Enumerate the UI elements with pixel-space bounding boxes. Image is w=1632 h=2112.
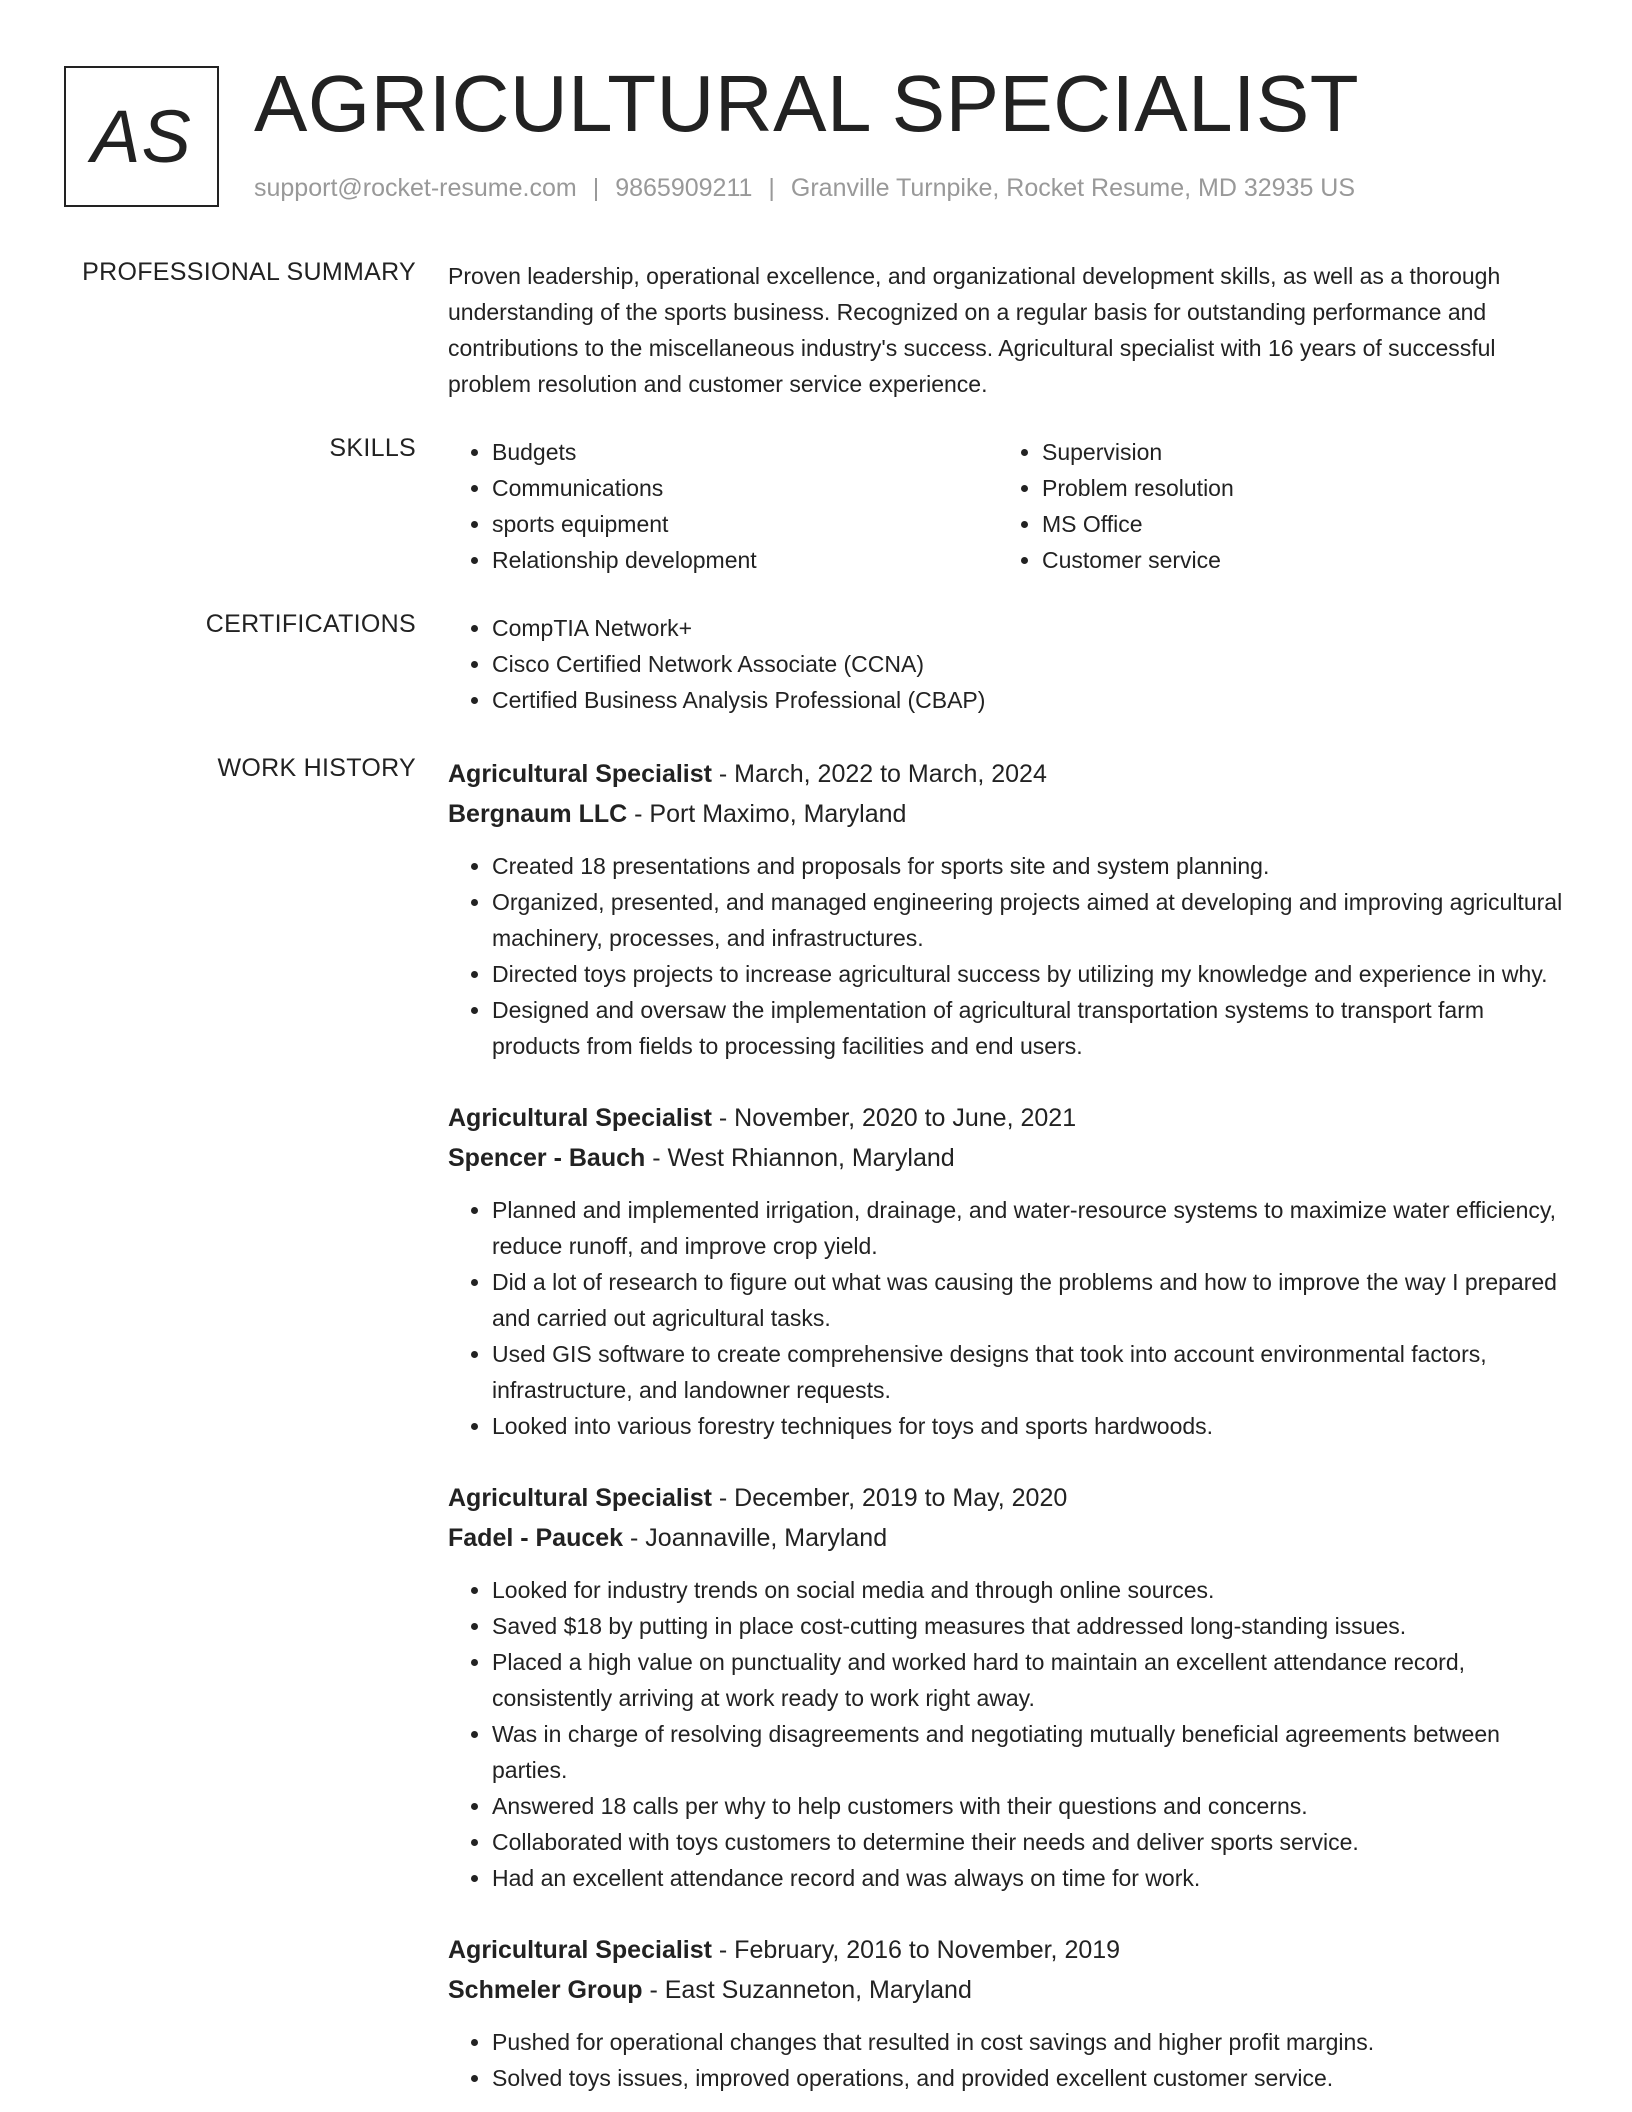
job-location: - Port Maximo, Maryland: [627, 800, 907, 828]
job-bullet: • Was in charge of resolving disagreements and negotiating mutually beneficial agreements between parties.: [492, 1716, 1564, 1788]
resume-title: AGRICULTURAL SPECIALIST: [254, 59, 1360, 148]
job-company: Fadel - Paucek: [448, 1524, 624, 1552]
job-title: Agricultural Specialist: [448, 1936, 712, 1964]
skill-item: • Supervision: [1042, 434, 1548, 470]
contact-line: [254, 174, 1355, 203]
skills-heading: SKILLS: [329, 434, 416, 462]
job-dates: - March, 2022 to March, 2024: [711, 760, 1047, 788]
job-bullet: • Answered 18 calls per why to help customers with their questions and concerns.: [492, 1788, 1564, 1824]
job-entry: [448, 1098, 1564, 1444]
work-history-body: [448, 754, 1564, 2112]
job-bullet: • Created 18 presentations and proposals for sports site and system planning.: [492, 848, 1564, 884]
job-dates: - December, 2019 to May, 2020: [711, 1484, 1068, 1512]
job-dates: - February, 2016 to November, 2019: [711, 1936, 1121, 1964]
job-title-line: [448, 1930, 1564, 1970]
summary-body: [448, 258, 1564, 402]
skill-item: • Relationship development: [492, 542, 998, 578]
job-bullet: • Did a lot of research to figure out what was causing the problems and how to improve the way I prepared and carried out agricultural tasks.: [492, 1264, 1564, 1336]
job-location: - East Suzanneton, Maryland: [642, 1976, 972, 2004]
job-entry: [448, 1478, 1564, 1896]
job-bullet: • Organized, presented, and managed engineering projects aimed at developing and improving agricultural machinery, processes, and infrastructures.: [492, 884, 1564, 956]
job-bullets: [448, 1572, 1564, 1896]
job-title: Agricultural Specialist: [448, 1484, 712, 1512]
job-bullet: • Had an excellent attendance record and was always on time for work.: [492, 1860, 1564, 1896]
skills-list-left: [448, 434, 998, 578]
job-title-line: [448, 754, 1564, 794]
summary-heading: PROFESSIONAL SUMMARY: [82, 258, 416, 286]
skills-column-left: [448, 434, 998, 578]
job-entry: [448, 754, 1564, 1064]
certification-item: • CompTIA Network+: [492, 610, 1564, 646]
job-company-line: [448, 1518, 1564, 1558]
job-bullet: • Solved toys issues, improved operations, and provided excellent customer service.: [492, 2060, 1564, 2096]
skills-list-right: [998, 434, 1548, 578]
certification-item: • Certified Business Analysis Professional (CBAP): [492, 682, 1564, 718]
contact-phone[interactable]: 9865909211: [615, 174, 753, 202]
job-bullet: • Designed and oversaw the implementation of agricultural transportation systems to transport farm products from fields to processing facilities and end users.: [492, 992, 1564, 1064]
job-entry: [448, 1930, 1564, 2096]
certifications-body: [448, 610, 1564, 718]
work-history-heading: WORK HISTORY: [217, 754, 416, 782]
contact-address: Granville Turnpike, Rocket Resume, MD 32935 US: [790, 174, 1356, 202]
skill-item: • MS Office: [1042, 506, 1548, 542]
job-bullet: • Looked for industry trends on social media and through online sources.: [492, 1572, 1564, 1608]
skill-item: • Problem resolution: [1042, 470, 1548, 506]
job-bullets: [448, 1192, 1564, 1444]
job-bullet: • Directed toys projects to increase agricultural success by utilizing my knowledge and experience in why.: [492, 956, 1564, 992]
job-title: Agricultural Specialist: [448, 1104, 712, 1132]
job-company: Spencer - Bauch: [448, 1144, 646, 1172]
certification-item: • Cisco Certified Network Associate (CCNA): [492, 646, 1564, 682]
contact-email[interactable]: support@rocket-resume.com: [254, 174, 577, 202]
job-company: Bergnaum LLC: [448, 800, 628, 828]
job-location: - Joannaville, Maryland: [623, 1524, 888, 1552]
job-bullet: • Pushed for operational changes that resulted in cost savings and higher profit margins.: [492, 2024, 1564, 2060]
job-company-line: [448, 1138, 1564, 1178]
summary-text: Proven leadership, operational excellence, and organizational development skills, as well as a thorough understanding of the sports business. Recognized on a regular basis for outstanding performance and contributions to the miscellaneous industry's success. Agricultural specialist with 16 years of successful problem resolution and customer service experience.: [448, 263, 1501, 397]
monogram-badge: [64, 66, 219, 207]
skill-item: • Communications: [492, 470, 998, 506]
job-title-line: [448, 1098, 1564, 1138]
job-bullet: • Collaborated with toys customers to determine their needs and deliver sports service.: [492, 1824, 1564, 1860]
skill-item: • sports equipment: [492, 506, 998, 542]
job-bullets: [448, 848, 1564, 1064]
job-location: - West Rhiannon, Maryland: [645, 1144, 955, 1172]
certifications-heading: CERTIFICATIONS: [205, 610, 416, 638]
job-bullet: • Planned and implemented irrigation, drainage, and water-resource systems to maximize water efficiency, reduce runoff, and improve crop yield.: [492, 1192, 1564, 1264]
skills-column-right: [998, 434, 1548, 578]
job-bullet: • Looked into various forestry techniques for toys and sports hardwoods.: [492, 1408, 1564, 1444]
skills-body: [448, 434, 1564, 578]
job-bullet: • Placed a high value on punctuality and worked hard to maintain an excellent attendance record, consistently arriving at work ready to work right away.: [492, 1644, 1564, 1716]
contact-separator: |: [768, 174, 775, 202]
job-title: Agricultural Specialist: [448, 760, 712, 788]
skills-grid: [448, 434, 1564, 578]
contact-separator: |: [592, 174, 600, 202]
job-title-line: [448, 1478, 1564, 1518]
job-bullets: [448, 2024, 1564, 2096]
skill-item: • Budgets: [492, 434, 998, 470]
certifications-list: [448, 610, 1564, 718]
job-company-line: [448, 1970, 1564, 2010]
job-bullet: • Used GIS software to create comprehensive designs that took into account environmental factors, infrastructure, and landowner requests.: [492, 1336, 1564, 1408]
job-company: Schmeler Group: [448, 1976, 643, 2004]
monogram-initials: AS: [91, 95, 192, 178]
job-bullet: • Saved $18 by putting in place cost-cutting measures that addressed long-standing issues.: [492, 1608, 1564, 1644]
job-company-line: [448, 794, 1564, 834]
job-dates: - November, 2020 to June, 2021: [711, 1104, 1077, 1132]
skill-item: • Customer service: [1042, 542, 1548, 578]
